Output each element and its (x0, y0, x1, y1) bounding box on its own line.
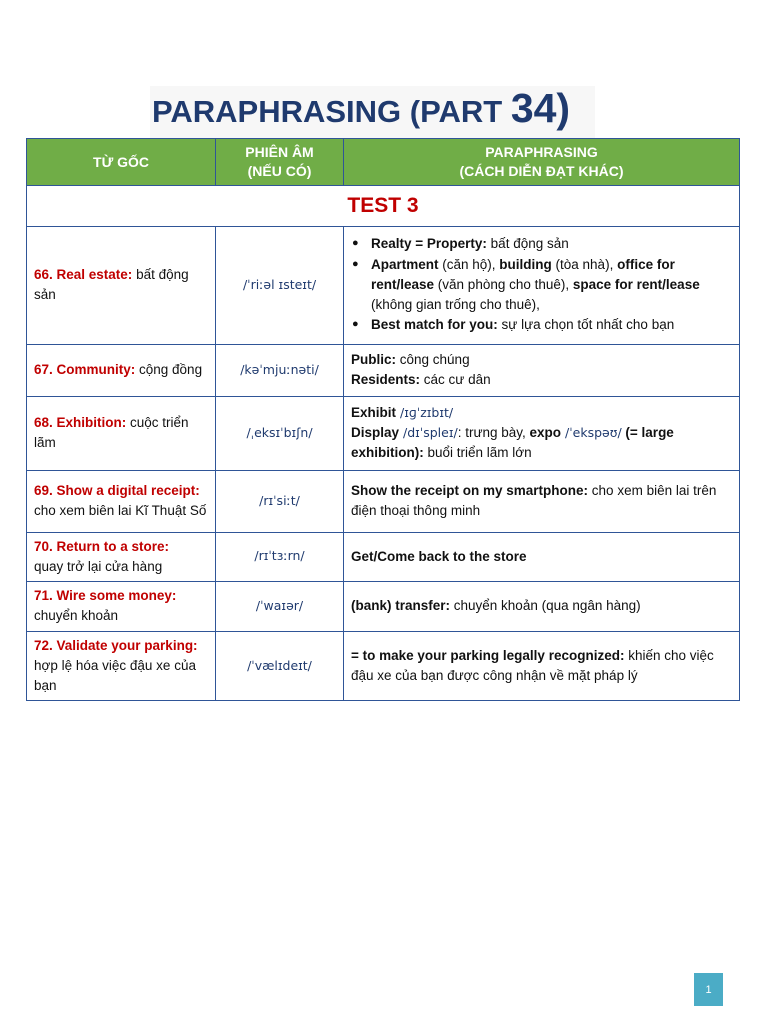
table-row (27, 470, 740, 532)
paraphrasing-cell: Public: công chúng Residents: các cư dân (344, 344, 740, 396)
original-word-cell: 71. Wire some money: chuyển khoản (27, 582, 216, 632)
header-original-word: TỪ GỐC (27, 139, 216, 186)
page-number-badge: 1 (694, 973, 723, 1006)
phonetic-cell: /ˈriːəl ɪsteɪt/ (216, 226, 344, 344)
vocabulary-table (26, 138, 740, 701)
phonetic-cell: /rɪˈtɜːrn/ (216, 532, 344, 582)
original-word-cell: 66. Real estate: bất động sản (27, 226, 216, 344)
table-row (27, 631, 740, 701)
phonetic-cell: /ˌeksɪˈbɪʃn/ (216, 396, 344, 470)
original-word-cell: 67. Community: cộng đồng (27, 344, 216, 396)
phonetic-cell: /rɪˈsiːt/ (216, 470, 344, 532)
page-title: PARAPHRASING (PART 34) (152, 85, 571, 131)
paraphrasing-cell: (bank) transfer: chuyển khoản (qua ngân hàng) (344, 582, 740, 632)
table-row (27, 532, 740, 582)
paraphrasing-cell (344, 226, 740, 344)
paraphrasing-cell: = to make your parking legally recognized: khiến cho việc đậu xe của bạn được công nhận về mặt pháp lý (344, 631, 740, 701)
section-title: TEST 3 (27, 186, 740, 227)
table-row (27, 582, 740, 632)
table-row (27, 396, 740, 470)
header-row (27, 139, 740, 186)
phonetic-cell: /kəˈmjuːnəti/ (216, 344, 344, 396)
original-word-cell: 72. Validate your parking: hợp lệ hóa việc đậu xe của bạn (27, 631, 216, 701)
list-item: ● Realty = Property: bất động sản (371, 234, 732, 254)
phonetic-cell: /ˈwaɪər/ (216, 582, 344, 632)
list-item: ● Apartment (căn hộ), building (tòa nhà), office for rent/lease (văn phòng cho thuê), space for rent/lease (không gian trống cho thuê), (371, 255, 732, 316)
table-row (27, 226, 740, 344)
header-phonetic: PHIÊN ÂM (NẾU CÓ) (216, 139, 344, 186)
paraphrasing-cell: Exhibit /ɪɡˈzɪbɪt/ Display /dɪˈspleɪ/: trưng bày, expo /ˈekspəʊ/ (= large exhibition): buổi triển lãm lớn (344, 396, 740, 470)
paraphrasing-cell: Get/Come back to the store (344, 532, 740, 582)
original-word-cell: 68. Exhibition: cuộc triển lãm (27, 396, 216, 470)
paraphrasing-cell: Show the receipt on my smartphone: cho xem biên lai trên điện thoại thông minh (344, 470, 740, 532)
list-item: ● Best match for you: sự lựa chọn tốt nhất cho bạn (371, 315, 732, 335)
phonetic-cell: /ˈvælɪdeɪt/ (216, 631, 344, 701)
header-paraphrasing: PARAPHRASING (CÁCH DIỄN ĐẠT KHÁC) (344, 139, 740, 186)
original-word-cell: 70. Return to a store: quay trở lại cửa hàng (27, 532, 216, 582)
section-row (27, 186, 740, 227)
table-row (27, 344, 740, 396)
original-word-cell: 69. Show a digital receipt: cho xem biên lai Kĩ Thuật Số (27, 470, 216, 532)
